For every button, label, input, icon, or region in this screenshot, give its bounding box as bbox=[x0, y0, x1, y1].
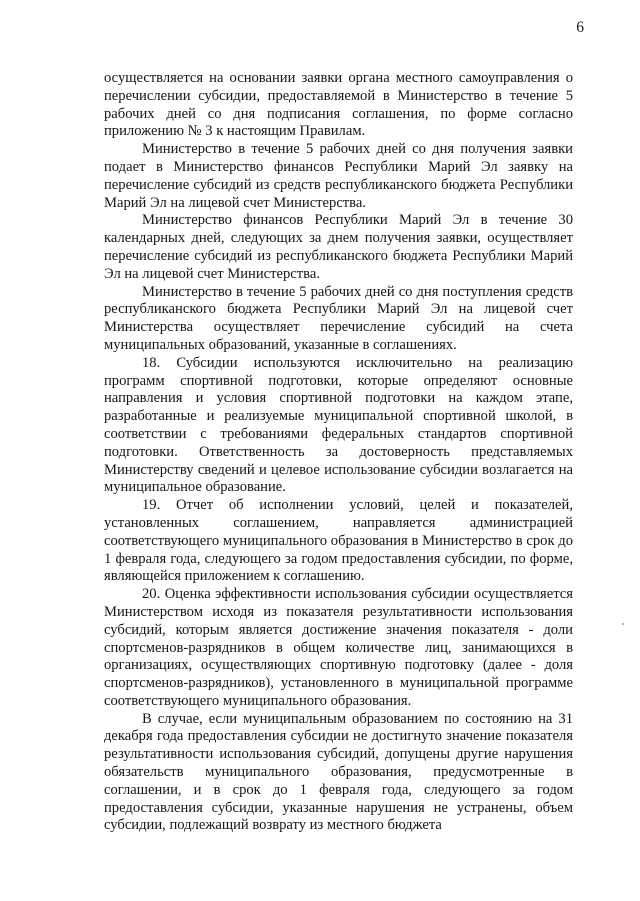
paragraph-application-submission: Министерство в течение 5 рабочих дней со дня получения заявки подает в Министерство финансов Республики Марий Эл заявку на перечисление субсидий из средств республиканского бюджета Республики Марий Эл на лицевой счет Министерства. bbox=[104, 141, 573, 211]
paragraph-item-19: 19. Отчет об исполнении условий, целей и показателей, установленных соглашением, направляется администрацией соответствующего муниципального образования в Министерство в срок до 1 февраля года, следующего за годом предоставления субсидии, по форме, являющейся приложением к соглашению. bbox=[104, 497, 573, 585]
scan-speck bbox=[622, 623, 624, 625]
paragraph-continuation: осуществляется на основании заявки органа местного самоуправления о перечислении субсидии, предоставляемой в Министерство в течение 5 рабочих дней со дня подписания соглашения, по форме согласно приложению № 3 к настоящим Правилам. bbox=[104, 70, 573, 140]
document-body bbox=[104, 70, 573, 835]
paragraph-item-18: 18. Субсидии используются исключительно на реализацию программ спортивной подготовки, которые определяют основные направления и условия спортивной подготовки на каждом этапе, разработанные и реализуемые муниципальной спортивной школой, в соответствии с требованиями федеральных стандартов спортивной подготовки. Ответственность за достоверность представляемых Министерству сведений и целевое использование субсидии возлагается на муниципальное образование. bbox=[104, 354, 573, 496]
paragraph-refund-conditions: В случае, если муниципальным образованием по состоянию на 31 декабря года предоставления субсидии не достигнуто значение показателя результативности использования субсидий, допущены другие нарушения обязательств муниципального образования, предусмотренные в соглашении, и в срок до 1 февраля года, следующего за годом предоставления субсидии, указанные нарушения не устранены, объем субсидии, подлежащий возврату из местного бюджета bbox=[104, 710, 573, 834]
paragraph-municipal-transfer: Министерство в течение 5 рабочих дней со дня поступления средств республиканского бюджета Республики Марий Эл на лицевой счет Министерства осуществляет перечисление субсидий на счета муниципальных образований, указанные в соглашениях. bbox=[104, 283, 573, 353]
page-number: 6 bbox=[576, 19, 584, 36]
paragraph-item-20: 20. Оценка эффективности использования субсидии осуществляется Министерством исходя из показателя результативности использования субсидий, которым является достижение значения показателя - доли спортсменов-разрядников в общем количестве лиц, занимающихся в организациях, осуществляющих спортивную подготовку (далее - доля спортсменов-разрядников), установленного в муниципальной программе соответствующего муниципального образования. bbox=[104, 586, 573, 709]
paragraph-finance-ministry-transfer: Министерство финансов Республики Марий Эл в течение 30 календарных дней, следующих за днем получения заявки, осуществляет перечисление субсидий из республиканского бюджета Республики Марий Эл на лицевой счет Министерства. bbox=[104, 212, 573, 282]
